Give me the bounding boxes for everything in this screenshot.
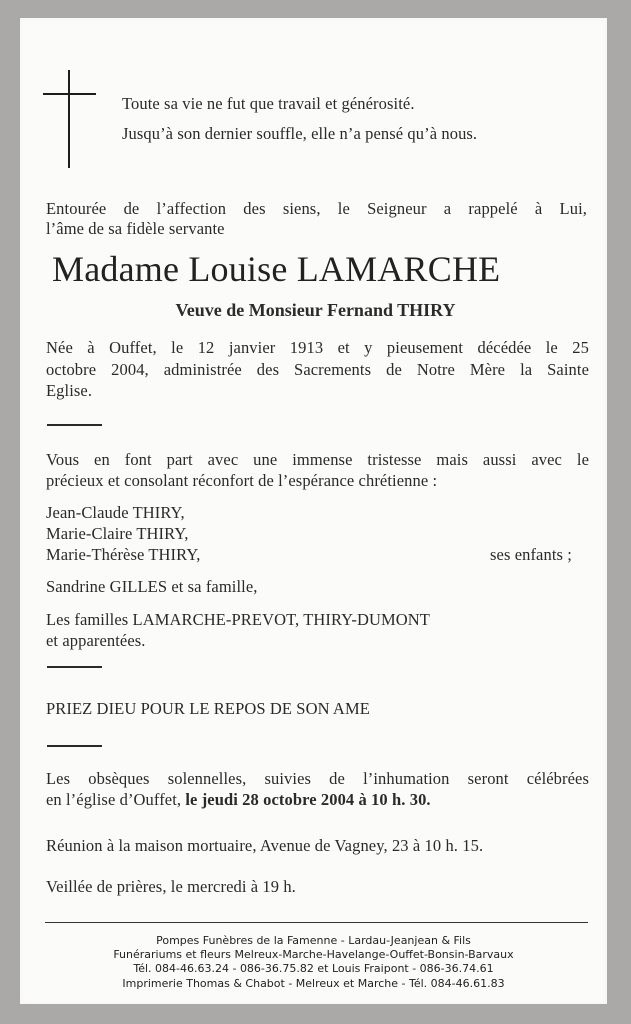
gathering-line: Réunion à la maison mortuaire, Avenue de Vagney, 23 à 10 h. 15. — [46, 836, 484, 855]
separator-dash-1 — [47, 424, 102, 426]
epigraph-line-1: Toute sa vie ne fut que travail et générosité. — [122, 94, 415, 113]
funeral-date: le jeudi 28 octobre 2004 à 10 h. 30. — [185, 790, 431, 809]
prayer-line: PRIEZ DIEU POUR LE REPOS DE SON AME — [46, 699, 370, 718]
child-name: Jean-Claude THIRY, — [46, 503, 185, 522]
intro-line-1: Entourée de l’affection des siens, le Seigneur a rappelé à Lui, — [46, 199, 587, 218]
children-label: ses enfants ; — [490, 545, 572, 564]
birth-death-line-3: Eglise. — [46, 381, 93, 400]
birth-death-line-2: octobre 2004, administrée des Sacrements de Notre Mère la Sainte — [46, 360, 589, 379]
relatives-line-1: Sandrine GILLES et sa famille, — [46, 577, 258, 596]
footer-rule — [45, 922, 588, 923]
relatives-line-2: Les familles LAMARCHE-PREVOT, THIRY-DUMONT — [46, 610, 430, 629]
footer-line-3: Tél. 084-46.63.24 - 086-36.75.82 et Louis Fraipont - 086-36.74.61 — [133, 962, 494, 975]
footer-line-2: Funérariums et fleurs Melreux-Marche-Havelange-Ouffet-Bonsin-Barvaux — [113, 948, 514, 961]
child-name: Marie-Claire THIRY, — [46, 524, 189, 543]
deceased-name: Madame Louise LAMARCHE — [52, 249, 501, 289]
epigraph-line-2: Jusqu’à son dernier souffle, elle n’a pensé qu’à nous. — [122, 124, 478, 143]
funeral-line-1: Les obsèques solennelles, suivies de l’inhumation seront célébrées — [46, 769, 589, 788]
funeral-line-2 — [46, 790, 431, 810]
birth-death-line-1: Née à Ouffet, le 12 janvier 1913 et y pieusement décédée le 25 — [46, 338, 589, 357]
child-name: Marie-Thérèse THIRY, — [46, 545, 201, 564]
relatives-line-3: et apparentées. — [46, 631, 146, 650]
vigil-line: Veillée de prières, le mercredi à 19 h. — [46, 877, 296, 896]
footer-line-1: Pompes Funèbres de la Famenne - Lardau-Jeanjean & Fils — [156, 934, 471, 947]
intro-line-2: l’âme de sa fidèle servante — [46, 219, 225, 238]
footer-line-4: Imprimerie Thomas & Chabot - Melreux et Marche - Tél. 084-46.61.83 — [122, 977, 505, 990]
spouse-line: Veuve de Monsieur Fernand THIRY — [175, 300, 456, 320]
separator-dash-3 — [47, 745, 102, 747]
funeral-church: en l’église d’Ouffet, — [46, 790, 186, 809]
announcement-line-1: Vous en font part avec une immense tristesse mais aussi avec le — [46, 450, 589, 469]
separator-dash-2 — [47, 666, 102, 668]
announcement-line-2: précieux et consolant réconfort de l’espérance chrétienne : — [46, 471, 438, 490]
